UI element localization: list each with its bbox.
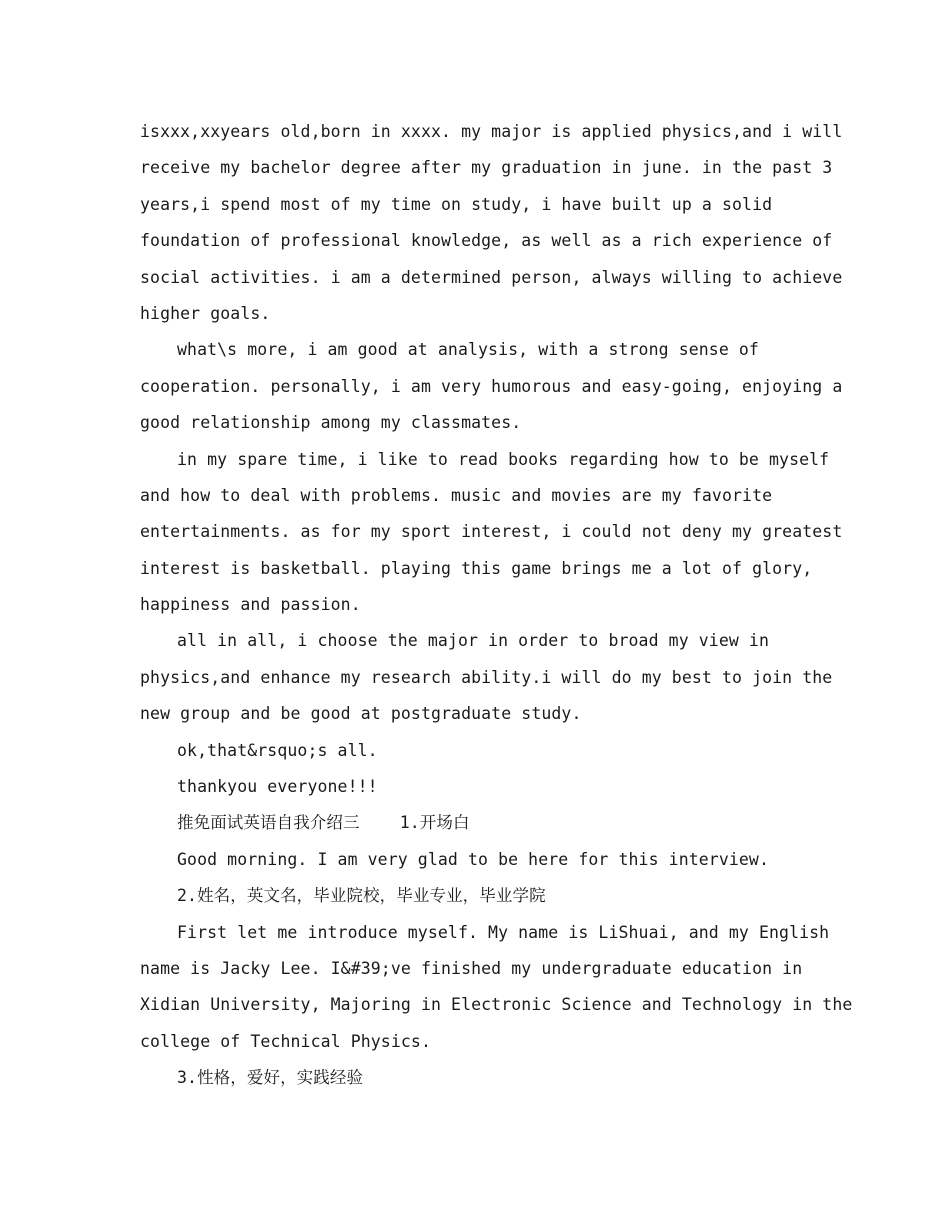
text-line: social activities. i am a determined person, always willing to achieve [140,267,843,287]
text-line: Xidian University, Majoring in Electronic Science and Technology in the [140,995,853,1015]
text-line: ok,that&rsquo;s all. [177,740,378,760]
text-line: 3.性格，爱好，实践经验 [177,1068,364,1088]
text-line: entertainments. as for my sport interest, i could not deny my greatest [140,522,843,542]
text-line: new group and be good at postgraduate study. [140,704,582,724]
text-line: college of Technical Physics. [140,1031,431,1051]
text-line: foundation of professional knowledge, as well as a rich experience of [140,231,833,251]
text-line: Good morning. I am very glad to be here for this interview. [177,849,769,869]
text-line: thankyou everyone!!! [177,777,378,797]
text-line: in my spare time, i like to read books regarding how to be myself [177,449,830,469]
text-line: First let me introduce myself. My name is LiShuai, and my English [177,922,830,942]
text-line: physics,and enhance my research ability.i will do my best to join the [140,667,833,687]
text-line: higher goals. [140,303,271,323]
text-line: years,i spend most of my time on study, i have built up a solid [140,194,773,214]
document-body [140,114,853,1097]
text-line: 推免面试英语自我介绍三 1.开场白 [177,813,470,833]
text-line: isxxx,xxyears old,born in xxxx. my major is applied physics,and i will [140,122,843,141]
text-line: and how to deal with problems. music and movies are my favorite [140,485,773,505]
text-line: name is Jacky Lee. I&#39;ve finished my undergraduate education in [140,958,803,978]
text-line: good relationship among my classmates. [140,413,522,433]
text-line: 2.姓名，英文名，毕业院校，毕业专业，毕业学院 [177,886,546,906]
text-line: all in all, i choose the major in order to broad my view in [177,631,769,651]
text-line: cooperation. personally, i am very humorous and easy-going, enjoying a [140,376,843,396]
text-line: interest is basketball. playing this game brings me a lot of glory, [140,558,813,578]
text-line: what\s more, i am good at analysis, with a strong sense of [177,340,759,360]
text-line: happiness and passion. [140,595,361,615]
text-line: receive my bachelor degree after my graduation in june. in the past 3 [140,158,833,178]
